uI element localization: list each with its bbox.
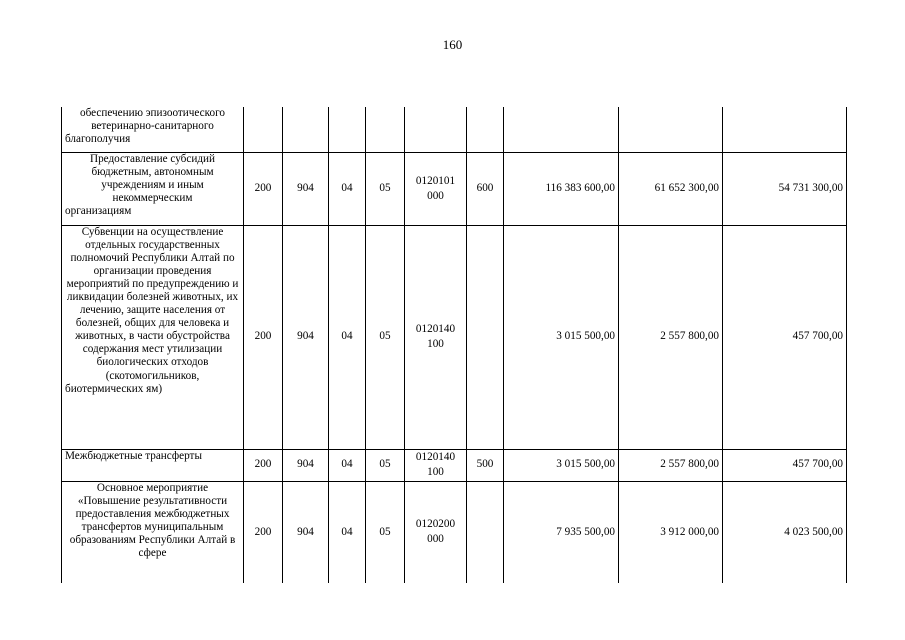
cell-sum-3 xyxy=(723,107,847,152)
cell-expense-type xyxy=(467,107,504,152)
budget-table xyxy=(61,107,847,583)
cell-sum-1: 7 935 500,00 xyxy=(504,481,619,583)
cell-target-article: 0120140 100 xyxy=(405,225,467,449)
row-description: Межбюджетные трансферты xyxy=(62,449,244,481)
cell-subsection: 05 xyxy=(366,449,405,481)
table-row xyxy=(62,152,847,225)
cell-target-article: 0120200 000 xyxy=(405,481,467,583)
cell-subsection: 05 xyxy=(366,481,405,583)
cell-target-article: 0120140 100 xyxy=(405,449,467,481)
cell-expense-type xyxy=(467,481,504,583)
cell-sum-1 xyxy=(504,107,619,152)
cell-ministry: 904 xyxy=(283,449,329,481)
cell-section: 04 xyxy=(329,481,366,583)
cell-admin: 200 xyxy=(244,449,283,481)
cell-sum-2: 3 912 000,00 xyxy=(619,481,723,583)
cell-sum-2 xyxy=(619,107,723,152)
cell-section: 04 xyxy=(329,225,366,449)
cell-admin: 200 xyxy=(244,225,283,449)
cell-subsection: 05 xyxy=(366,152,405,225)
cell-section xyxy=(329,107,366,152)
cell-target-article xyxy=(405,107,467,152)
cell-expense-type: 500 xyxy=(467,449,504,481)
cell-sum-3: 457 700,00 xyxy=(723,225,847,449)
cell-ministry: 904 xyxy=(283,481,329,583)
page-number: 160 xyxy=(442,37,463,52)
row-description: Основное мероприятие «Повышение результативности предоставления межбюджетных трансфертов муниципальным образованиям Республики Алтай в сфере xyxy=(62,481,244,583)
cell-section: 04 xyxy=(329,152,366,225)
table-row xyxy=(62,225,847,449)
cell-sum-2: 2 557 800,00 xyxy=(619,225,723,449)
cell-ministry: 904 xyxy=(283,152,329,225)
row-description: обеспечению эпизоотического ветеринарно-санитарного благополучия xyxy=(62,107,244,152)
cell-ministry xyxy=(283,107,329,152)
cell-admin: 200 xyxy=(244,481,283,583)
row-description: Предоставление субсидий бюджетным, автономным учреждениям и иным некоммерческим организациям xyxy=(62,152,244,225)
cell-subsection: 05 xyxy=(366,225,405,449)
cell-sum-3: 457 700,00 xyxy=(723,449,847,481)
cell-target-article: 0120101 000 xyxy=(405,152,467,225)
cell-expense-type xyxy=(467,225,504,449)
cell-sum-2: 2 557 800,00 xyxy=(619,449,723,481)
cell-section: 04 xyxy=(329,449,366,481)
cell-sum-3: 54 731 300,00 xyxy=(723,152,847,225)
cell-admin: 200 xyxy=(244,152,283,225)
cell-sum-1: 116 383 600,00 xyxy=(504,152,619,225)
table-row xyxy=(62,449,847,481)
cell-sum-3: 4 023 500,00 xyxy=(723,481,847,583)
cell-subsection xyxy=(366,107,405,152)
cell-sum-1: 3 015 500,00 xyxy=(504,449,619,481)
cell-admin xyxy=(244,107,283,152)
table-row xyxy=(62,481,847,583)
cell-sum-2: 61 652 300,00 xyxy=(619,152,723,225)
row-description: Субвенции на осуществление отдельных государственных полномочий Республики Алтай по организации проведения мероприятий по предупреждению и ликвидации болезней животных, их лечению, защите населения от болезней, общих для человека и животных, в части обустройства содержания мест утилизации биологических отходов (скотомогильников, биотермических ям) xyxy=(62,225,244,449)
cell-ministry: 904 xyxy=(283,225,329,449)
table-row xyxy=(62,107,847,152)
cell-expense-type: 600 xyxy=(467,152,504,225)
cell-sum-1: 3 015 500,00 xyxy=(504,225,619,449)
